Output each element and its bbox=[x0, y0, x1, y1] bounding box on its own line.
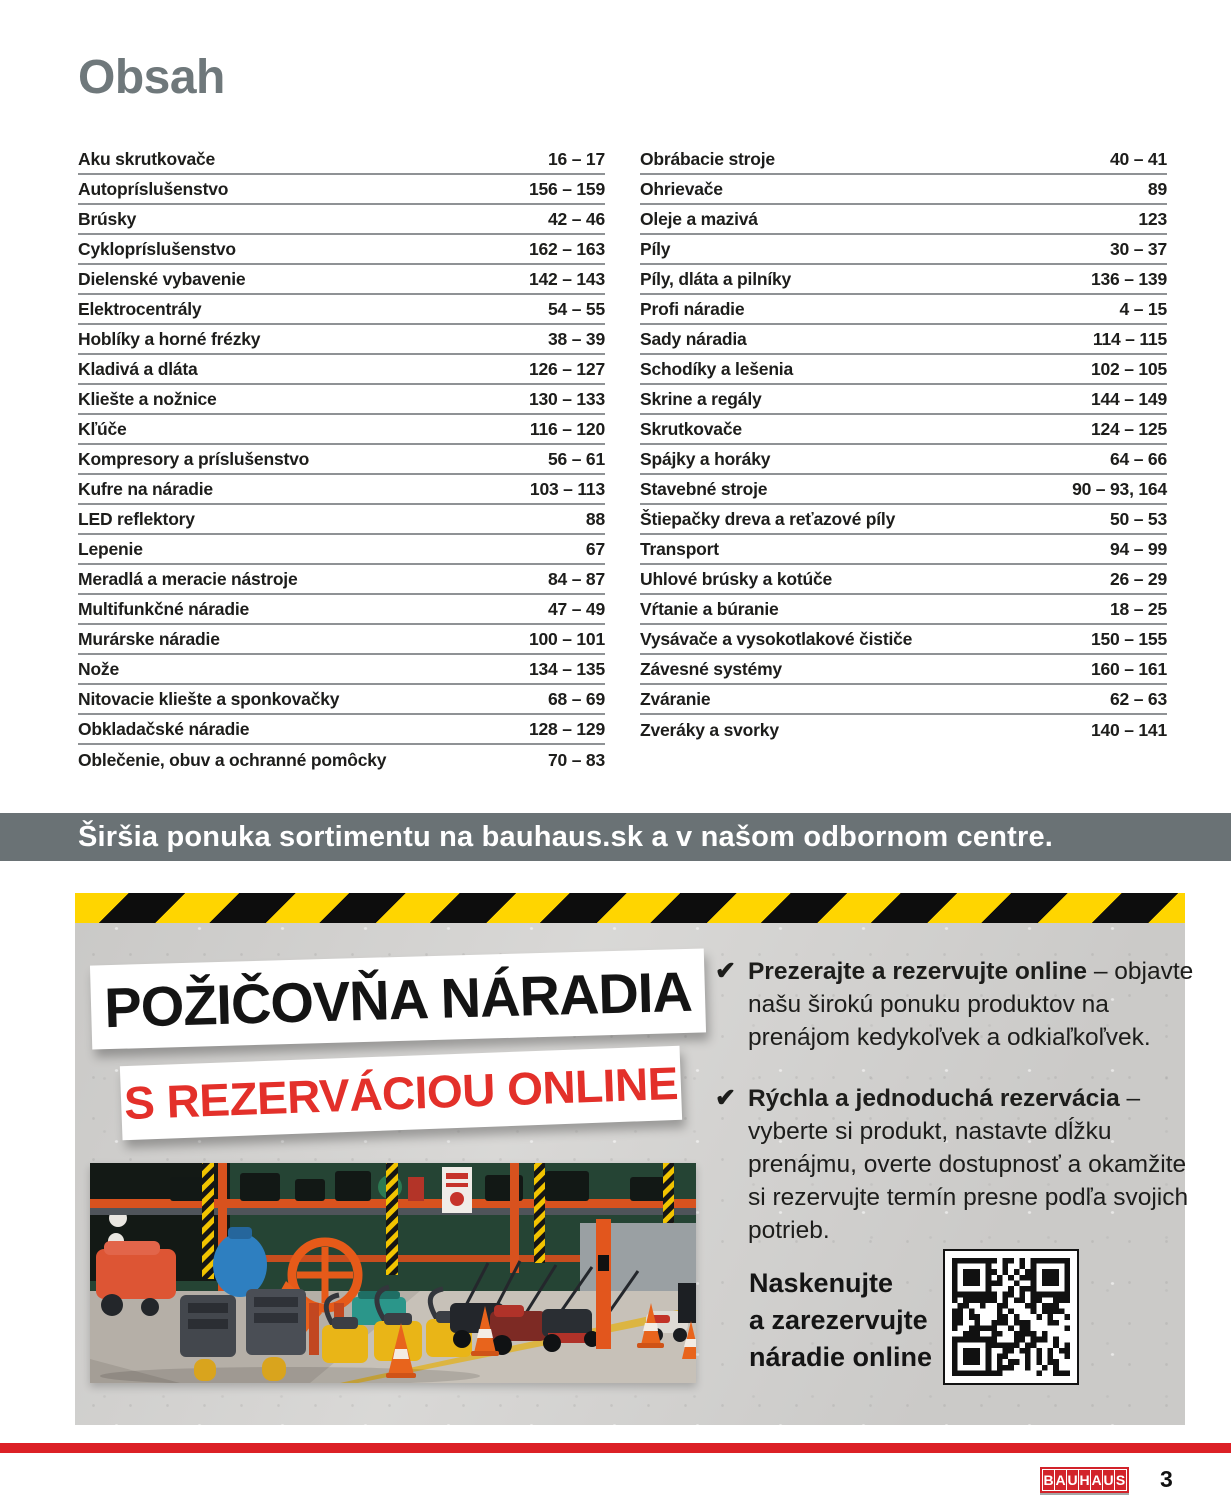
toc-entry-label: Sady náradia bbox=[640, 328, 747, 349]
toc-entry[interactable] bbox=[78, 655, 605, 685]
toc-entry-pages: 42 – 46 bbox=[548, 208, 605, 229]
toc-entry-label: Murárske náradie bbox=[78, 628, 220, 649]
toc-entry-pages: 56 – 61 bbox=[548, 448, 605, 469]
check-icon: ✔ bbox=[715, 957, 736, 985]
toc-entry-label: Nože bbox=[78, 658, 120, 679]
logo-letter-tile: U bbox=[1102, 1469, 1115, 1491]
toc-entry[interactable] bbox=[640, 685, 1167, 715]
toc-entry-pages: 38 – 39 bbox=[548, 328, 605, 349]
qr-caption-line: a zarezervujte bbox=[749, 1305, 928, 1335]
toc-entry[interactable] bbox=[640, 235, 1167, 265]
logo-letter-tile: H bbox=[1078, 1469, 1091, 1491]
toc-entry-label: Multifunkčné náradie bbox=[78, 598, 250, 619]
toc-entry-pages: 116 – 120 bbox=[529, 418, 605, 439]
headline-reservation: S REZERVÁCIOU ONLINE bbox=[123, 1056, 679, 1130]
toc-entry-pages: 84 – 87 bbox=[548, 568, 605, 589]
toc-entry-pages: 142 – 143 bbox=[528, 268, 605, 289]
toc-entry-pages: 16 – 17 bbox=[548, 148, 605, 169]
toc-entry-label: Oblečenie, obuv a ochranné pomôcky bbox=[78, 749, 387, 770]
qr-code bbox=[943, 1249, 1079, 1385]
toc-entry-pages: 4 – 15 bbox=[1119, 298, 1167, 319]
toc-entry-pages: 126 – 127 bbox=[528, 358, 605, 379]
toc-entry-label: Lepenie bbox=[78, 538, 143, 559]
logo-letter-tile: A bbox=[1054, 1469, 1067, 1491]
toc-entry[interactable] bbox=[78, 205, 605, 235]
toc-entry[interactable] bbox=[78, 175, 605, 205]
headline-box-reservation bbox=[120, 1046, 682, 1140]
bullet-body: – objavte našu širokú ponuku produktov na prenájom kedykoľvek a odkiaľkoľvek. bbox=[747, 958, 1194, 1051]
check-icon: ✔ bbox=[715, 1084, 736, 1112]
toc-entry-label: Vysávače a vysokotlakové čističe bbox=[640, 628, 913, 649]
page-title: Obsah bbox=[78, 51, 225, 104]
toc-entry-label: Zváranie bbox=[640, 688, 711, 709]
qr-caption bbox=[749, 1265, 932, 1376]
logo-letter-tile: B bbox=[1042, 1469, 1055, 1491]
toc-entry[interactable] bbox=[78, 475, 605, 505]
toc-entry-pages: 26 – 29 bbox=[1110, 568, 1167, 589]
toc-entry-pages: 89 bbox=[1147, 178, 1167, 199]
toc-entry-label: Schodíky a lešenia bbox=[640, 358, 794, 379]
toc-entry-pages: 156 – 159 bbox=[528, 178, 605, 199]
toc-entry-label: Píly bbox=[640, 238, 671, 259]
toc-entry[interactable] bbox=[640, 415, 1167, 445]
toc-entry[interactable] bbox=[78, 715, 605, 745]
toc-column-left bbox=[78, 145, 605, 775]
toc-entry[interactable] bbox=[640, 385, 1167, 415]
toc-entry-pages: 136 – 139 bbox=[1090, 268, 1167, 289]
bullet-body: – vyberte si produkt, nastavte dĺžku prenájmu, overte dostupnosť a okamžite si rezervujte termín presne podľa svojich potrieb. bbox=[747, 1085, 1189, 1244]
toc-entry-label: Spájky a horáky bbox=[640, 448, 771, 469]
toc-entry[interactable] bbox=[78, 265, 605, 295]
bullet-fast-reservation bbox=[715, 1082, 1207, 1247]
toc-entry-pages: 88 bbox=[585, 508, 605, 529]
toc-entry-label: Profi náradie bbox=[640, 298, 745, 319]
toc-entry[interactable] bbox=[640, 355, 1167, 385]
toc-entry[interactable] bbox=[78, 535, 605, 565]
toc-entry-pages: 90 – 93, 164 bbox=[1072, 478, 1167, 499]
toc-entry[interactable] bbox=[78, 325, 605, 355]
rental-warehouse-photo bbox=[90, 1163, 696, 1383]
toc-entry[interactable] bbox=[640, 175, 1167, 205]
toc-entry-label: Obrábacie stroje bbox=[640, 148, 775, 169]
toc-entry[interactable] bbox=[640, 505, 1167, 535]
toc-entry-label: Kliešte a nožnice bbox=[78, 388, 217, 409]
bullet-title: Rýchla a jednoduchá rezervácia bbox=[747, 1085, 1120, 1112]
toc-entry-pages: 94 – 99 bbox=[1110, 538, 1167, 559]
toc-entry[interactable] bbox=[78, 505, 605, 535]
toc-entry[interactable] bbox=[640, 445, 1167, 475]
bullet-browse-reserve bbox=[715, 955, 1207, 1054]
logo-letter-tile: S bbox=[1114, 1469, 1127, 1491]
rental-photo-illustration bbox=[90, 1163, 696, 1383]
toc-entry-label: Nitovacie kliešte a sponkovačky bbox=[78, 688, 340, 709]
toc-entry[interactable] bbox=[78, 445, 605, 475]
toc-entry-label: Autopríslušenstvo bbox=[78, 178, 229, 199]
toc-entry-label: Ohrievače bbox=[640, 178, 723, 199]
toc-entry[interactable] bbox=[640, 715, 1167, 745]
toc-entry-label: Elektrocentrály bbox=[78, 298, 202, 319]
toc-entry-label: Kladivá a dláta bbox=[78, 358, 198, 379]
toc-entry-label: Štiepačky dreva a reťazové píly bbox=[640, 508, 896, 529]
toc-entry-label: LED reflektory bbox=[78, 508, 195, 529]
bullet-text bbox=[748, 955, 1207, 1054]
toc-entry-pages: 130 – 133 bbox=[528, 388, 605, 409]
toc-entry-pages: 128 – 129 bbox=[528, 718, 605, 739]
toc-entry-label: Uhlové brúsky a kotúče bbox=[640, 568, 833, 589]
wider-assortment-banner bbox=[0, 813, 1231, 861]
bauhaus-logo bbox=[1040, 1467, 1129, 1493]
toc-entry[interactable] bbox=[78, 685, 605, 715]
page-number: 3 bbox=[1160, 1466, 1173, 1492]
toc-entry-label: Stavebné stroje bbox=[640, 478, 768, 499]
headline-rental: POŽIČOVŇA NÁRADIA bbox=[103, 959, 693, 1039]
toc-entry[interactable] bbox=[78, 625, 605, 655]
toc-entry-pages: 18 – 25 bbox=[1110, 598, 1167, 619]
toc-entry[interactable] bbox=[640, 145, 1167, 175]
toc-entry-label: Závesné systémy bbox=[640, 658, 782, 679]
headline-box-rental bbox=[90, 948, 706, 1049]
toc-entry-pages: 144 – 149 bbox=[1090, 388, 1167, 409]
toc-entry-pages: 64 – 66 bbox=[1110, 448, 1167, 469]
toc-entry[interactable] bbox=[640, 325, 1167, 355]
qr-code-pattern bbox=[952, 1258, 1070, 1376]
toc-entry[interactable] bbox=[78, 385, 605, 415]
toc-entry-pages: 54 – 55 bbox=[548, 298, 605, 319]
toc-entry-label: Kufre na náradie bbox=[78, 478, 213, 499]
banner-text: Širšia ponuka sortimentu na bauhaus.sk a v našom odbornom centre. bbox=[78, 821, 1054, 853]
tool-rental-promo bbox=[75, 893, 1194, 1425]
toc-entry[interactable] bbox=[640, 205, 1167, 235]
toc-entry-pages: 150 – 155 bbox=[1090, 628, 1167, 649]
toc-entry[interactable] bbox=[78, 595, 605, 625]
toc-entry-pages: 102 – 105 bbox=[1090, 358, 1167, 379]
toc-column-right bbox=[640, 145, 1167, 775]
toc-entry-label: Hoblíky a horné frézky bbox=[78, 328, 261, 349]
toc-entry[interactable] bbox=[640, 265, 1167, 295]
toc-entry-pages: 134 – 135 bbox=[528, 658, 605, 679]
toc-entry-pages: 160 – 161 bbox=[1090, 658, 1167, 679]
qr-caption-line: Naskenujte bbox=[749, 1268, 894, 1298]
toc-entry[interactable] bbox=[640, 625, 1167, 655]
toc-entry-pages: 68 – 69 bbox=[548, 688, 605, 709]
toc-entry-label: Skrine a regály bbox=[640, 388, 762, 409]
logo-letter-tile: U bbox=[1066, 1469, 1079, 1491]
toc-entry-label: Dielenské vybavenie bbox=[78, 268, 246, 289]
hazard-stripe bbox=[75, 893, 1185, 923]
toc-entry[interactable] bbox=[78, 565, 605, 595]
toc-entry-label: Píly, dláta a pilníky bbox=[640, 268, 792, 289]
logo-letter-tile: A bbox=[1090, 1469, 1103, 1491]
toc-entry-pages: 162 – 163 bbox=[528, 238, 605, 259]
qr-caption-line: náradie online bbox=[749, 1342, 933, 1372]
bullet-text bbox=[748, 1082, 1207, 1247]
toc-entry[interactable] bbox=[78, 295, 605, 325]
toc-entry-pages: 50 – 53 bbox=[1110, 508, 1167, 529]
toc-entry-pages: 70 – 83 bbox=[548, 749, 605, 770]
bullet-title: Prezerajte a rezervujte online bbox=[747, 958, 1088, 985]
toc-entry[interactable] bbox=[640, 475, 1167, 505]
toc-entry[interactable] bbox=[640, 295, 1167, 325]
toc-entry[interactable] bbox=[640, 565, 1167, 595]
toc-entry-pages: 114 – 115 bbox=[1092, 328, 1167, 349]
toc-entry-label: Aku skrutkovače bbox=[78, 148, 216, 169]
toc-entry[interactable] bbox=[78, 415, 605, 445]
toc-entry-label: Kľúče bbox=[78, 418, 127, 439]
toc-entry-label: Meradlá a meracie nástroje bbox=[78, 568, 298, 589]
toc-entry[interactable] bbox=[640, 595, 1167, 625]
toc-entry-label: Zveráky a svorky bbox=[640, 719, 779, 740]
toc-entry[interactable] bbox=[78, 235, 605, 265]
toc-entry-label: Skrutkovače bbox=[640, 418, 742, 439]
toc-entry[interactable] bbox=[78, 355, 605, 385]
toc-entry[interactable] bbox=[78, 145, 605, 175]
toc-entry-label: Kompresory a príslušenstvo bbox=[78, 448, 310, 469]
table-of-contents bbox=[78, 145, 1167, 775]
toc-entry[interactable] bbox=[640, 535, 1167, 565]
toc-entry-pages: 67 bbox=[585, 538, 605, 559]
footer-rule bbox=[0, 1443, 1231, 1453]
toc-entry-pages: 140 – 141 bbox=[1090, 719, 1167, 740]
toc-entry-pages: 103 – 113 bbox=[529, 478, 605, 499]
toc-entry-label: Cyklopríslušenstvo bbox=[78, 238, 236, 259]
toc-entry-pages: 30 – 37 bbox=[1110, 238, 1167, 259]
toc-entry-pages: 62 – 63 bbox=[1110, 688, 1167, 709]
toc-entry-label: Oleje a mazivá bbox=[640, 208, 758, 229]
toc-entry-label: Transport bbox=[640, 538, 719, 559]
toc-entry-pages: 123 bbox=[1138, 208, 1167, 229]
promo-bullet-list bbox=[715, 955, 1207, 1275]
toc-entry-pages: 47 – 49 bbox=[548, 598, 605, 619]
toc-entry-label: Brúsky bbox=[78, 208, 137, 229]
toc-entry-label: Obkladačské náradie bbox=[78, 718, 250, 739]
toc-entry-pages: 124 – 125 bbox=[1090, 418, 1167, 439]
toc-entry[interactable] bbox=[640, 655, 1167, 685]
toc-entry-pages: 40 – 41 bbox=[1110, 148, 1167, 169]
toc-entry[interactable] bbox=[78, 745, 605, 775]
toc-entry-label: Vŕtanie a búranie bbox=[640, 598, 779, 619]
toc-entry-pages: 100 – 101 bbox=[528, 628, 605, 649]
